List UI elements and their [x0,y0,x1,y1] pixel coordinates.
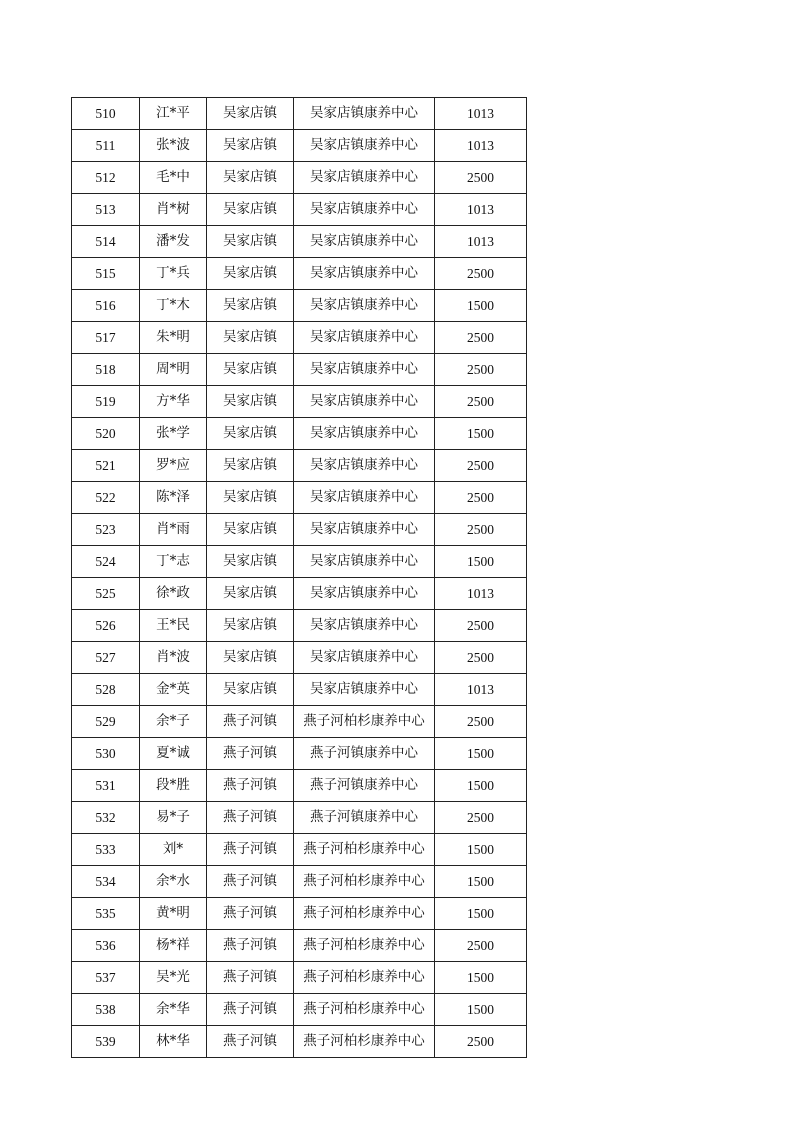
amount-cell: 1013 [435,98,527,130]
table-row [72,738,527,770]
amount-cell: 2500 [435,706,527,738]
amount-cell: 2500 [435,610,527,642]
care-center-cell: 吴家店镇康养中心 [294,162,435,194]
amount-cell: 2500 [435,802,527,834]
care-center-cell: 吴家店镇康养中心 [294,386,435,418]
person-name-cell: 余*华 [140,994,207,1026]
care-center-cell: 吴家店镇康养中心 [294,194,435,226]
town-cell: 燕子河镇 [207,770,294,802]
amount-cell: 2500 [435,482,527,514]
town-cell: 吴家店镇 [207,98,294,130]
table-row [72,930,527,962]
person-name-cell: 余*水 [140,866,207,898]
care-center-cell: 吴家店镇康养中心 [294,450,435,482]
person-name-cell: 夏*诚 [140,738,207,770]
town-cell: 吴家店镇 [207,482,294,514]
person-name-cell: 肖*波 [140,642,207,674]
town-cell: 燕子河镇 [207,866,294,898]
row-number-cell: 523 [72,514,140,546]
town-cell: 燕子河镇 [207,1026,294,1058]
table-row [72,642,527,674]
person-name-cell: 王*民 [140,610,207,642]
amount-cell: 1013 [435,226,527,258]
row-number-cell: 539 [72,1026,140,1058]
row-number-cell: 527 [72,642,140,674]
row-number-cell: 532 [72,802,140,834]
row-number-cell: 520 [72,418,140,450]
person-name-cell: 刘* [140,834,207,866]
town-cell: 燕子河镇 [207,802,294,834]
town-cell: 燕子河镇 [207,738,294,770]
row-number-cell: 526 [72,610,140,642]
town-cell: 吴家店镇 [207,354,294,386]
town-cell: 吴家店镇 [207,194,294,226]
table-row [72,674,527,706]
person-name-cell: 林*华 [140,1026,207,1058]
care-center-cell: 吴家店镇康养中心 [294,290,435,322]
care-center-cell: 吴家店镇康养中心 [294,322,435,354]
amount-cell: 1500 [435,898,527,930]
amount-cell: 2500 [435,322,527,354]
person-name-cell: 段*胜 [140,770,207,802]
care-center-cell: 吴家店镇康养中心 [294,226,435,258]
town-cell: 吴家店镇 [207,162,294,194]
care-center-cell: 燕子河柏杉康养中心 [294,930,435,962]
amount-cell: 2500 [435,354,527,386]
amount-cell: 1500 [435,962,527,994]
table-row [72,706,527,738]
amount-cell: 1500 [435,770,527,802]
row-number-cell: 528 [72,674,140,706]
care-center-cell: 燕子河柏杉康养中心 [294,866,435,898]
person-name-cell: 肖*树 [140,194,207,226]
row-number-cell: 537 [72,962,140,994]
table-row [72,1026,527,1058]
person-name-cell: 丁*兵 [140,258,207,290]
table-row [72,258,527,290]
person-name-cell: 朱*明 [140,322,207,354]
row-number-cell: 513 [72,194,140,226]
person-name-cell: 江*平 [140,98,207,130]
amount-cell: 2500 [435,514,527,546]
amount-cell: 1013 [435,578,527,610]
table-row [72,770,527,802]
town-cell: 吴家店镇 [207,674,294,706]
town-cell: 吴家店镇 [207,258,294,290]
amount-cell: 1500 [435,418,527,450]
table-row [72,610,527,642]
row-number-cell: 518 [72,354,140,386]
care-center-cell: 吴家店镇康养中心 [294,354,435,386]
care-center-cell: 燕子河柏杉康养中心 [294,994,435,1026]
town-cell: 吴家店镇 [207,226,294,258]
table-row [72,290,527,322]
table-row [72,322,527,354]
person-name-cell: 吴*光 [140,962,207,994]
table-row [72,962,527,994]
person-name-cell: 徐*政 [140,578,207,610]
amount-cell: 2500 [435,1026,527,1058]
row-number-cell: 533 [72,834,140,866]
amount-cell: 1500 [435,546,527,578]
town-cell: 吴家店镇 [207,578,294,610]
amount-cell: 2500 [435,930,527,962]
table-row [72,226,527,258]
person-name-cell: 金*英 [140,674,207,706]
care-center-cell: 燕子河柏杉康养中心 [294,834,435,866]
table-row [72,898,527,930]
table-row [72,546,527,578]
row-number-cell: 534 [72,866,140,898]
row-number-cell: 514 [72,226,140,258]
person-name-cell: 易*子 [140,802,207,834]
amount-cell: 1500 [435,738,527,770]
town-cell: 吴家店镇 [207,130,294,162]
person-name-cell: 张*波 [140,130,207,162]
town-cell: 燕子河镇 [207,706,294,738]
row-number-cell: 517 [72,322,140,354]
table-row [72,866,527,898]
person-name-cell: 肖*雨 [140,514,207,546]
town-cell: 吴家店镇 [207,546,294,578]
amount-cell: 1013 [435,130,527,162]
table-row [72,802,527,834]
table-row [72,418,527,450]
amount-cell: 2500 [435,258,527,290]
town-cell: 燕子河镇 [207,898,294,930]
care-center-cell: 燕子河镇康养中心 [294,770,435,802]
row-number-cell: 512 [72,162,140,194]
care-center-cell: 吴家店镇康养中心 [294,546,435,578]
row-number-cell: 529 [72,706,140,738]
care-center-cell: 燕子河柏杉康养中心 [294,962,435,994]
person-name-cell: 丁*木 [140,290,207,322]
row-number-cell: 538 [72,994,140,1026]
care-center-cell: 吴家店镇康养中心 [294,130,435,162]
amount-cell: 1500 [435,834,527,866]
table-row [72,386,527,418]
person-name-cell: 陈*泽 [140,482,207,514]
table-body [72,98,527,1058]
town-cell: 吴家店镇 [207,642,294,674]
person-name-cell: 毛*中 [140,162,207,194]
town-cell: 吴家店镇 [207,610,294,642]
town-cell: 吴家店镇 [207,290,294,322]
row-number-cell: 510 [72,98,140,130]
table-row [72,130,527,162]
town-cell: 吴家店镇 [207,418,294,450]
row-number-cell: 535 [72,898,140,930]
person-name-cell: 周*明 [140,354,207,386]
care-center-cell: 吴家店镇康养中心 [294,642,435,674]
row-number-cell: 521 [72,450,140,482]
care-center-cell: 吴家店镇康养中心 [294,610,435,642]
town-cell: 燕子河镇 [207,834,294,866]
town-cell: 吴家店镇 [207,322,294,354]
table-row [72,994,527,1026]
amount-cell: 1500 [435,994,527,1026]
care-center-cell: 燕子河柏杉康养中心 [294,898,435,930]
table-row [72,194,527,226]
care-center-cell: 吴家店镇康养中心 [294,98,435,130]
table-row [72,98,527,130]
row-number-cell: 530 [72,738,140,770]
amount-cell: 2500 [435,642,527,674]
care-center-cell: 吴家店镇康养中心 [294,482,435,514]
amount-cell: 2500 [435,386,527,418]
care-center-cell: 吴家店镇康养中心 [294,258,435,290]
town-cell: 吴家店镇 [207,514,294,546]
table-row [72,514,527,546]
row-number-cell: 524 [72,546,140,578]
table-row [72,354,527,386]
person-name-cell: 丁*志 [140,546,207,578]
row-number-cell: 522 [72,482,140,514]
person-name-cell: 罗*应 [140,450,207,482]
town-cell: 燕子河镇 [207,962,294,994]
amount-cell: 1500 [435,866,527,898]
row-number-cell: 536 [72,930,140,962]
amount-cell: 1013 [435,194,527,226]
row-number-cell: 525 [72,578,140,610]
row-number-cell: 511 [72,130,140,162]
care-center-cell: 燕子河柏杉康养中心 [294,1026,435,1058]
care-center-cell: 燕子河镇康养中心 [294,802,435,834]
person-name-cell: 方*华 [140,386,207,418]
data-table [71,97,527,1058]
care-center-cell: 吴家店镇康养中心 [294,418,435,450]
table-row [72,162,527,194]
person-name-cell: 张*学 [140,418,207,450]
row-number-cell: 515 [72,258,140,290]
amount-cell: 1500 [435,290,527,322]
person-name-cell: 潘*发 [140,226,207,258]
person-name-cell: 黄*明 [140,898,207,930]
amount-cell: 2500 [435,450,527,482]
town-cell: 吴家店镇 [207,450,294,482]
person-name-cell: 杨*祥 [140,930,207,962]
town-cell: 吴家店镇 [207,386,294,418]
care-center-cell: 燕子河柏杉康养中心 [294,706,435,738]
amount-cell: 1013 [435,674,527,706]
care-center-cell: 吴家店镇康养中心 [294,578,435,610]
care-center-cell: 吴家店镇康养中心 [294,674,435,706]
amount-cell: 2500 [435,162,527,194]
row-number-cell: 531 [72,770,140,802]
row-number-cell: 516 [72,290,140,322]
table-row [72,482,527,514]
row-number-cell: 519 [72,386,140,418]
town-cell: 燕子河镇 [207,994,294,1026]
care-center-cell: 燕子河镇康养中心 [294,738,435,770]
person-name-cell: 余*子 [140,706,207,738]
care-center-cell: 吴家店镇康养中心 [294,514,435,546]
table-row [72,578,527,610]
table-row [72,450,527,482]
town-cell: 燕子河镇 [207,930,294,962]
table-row [72,834,527,866]
